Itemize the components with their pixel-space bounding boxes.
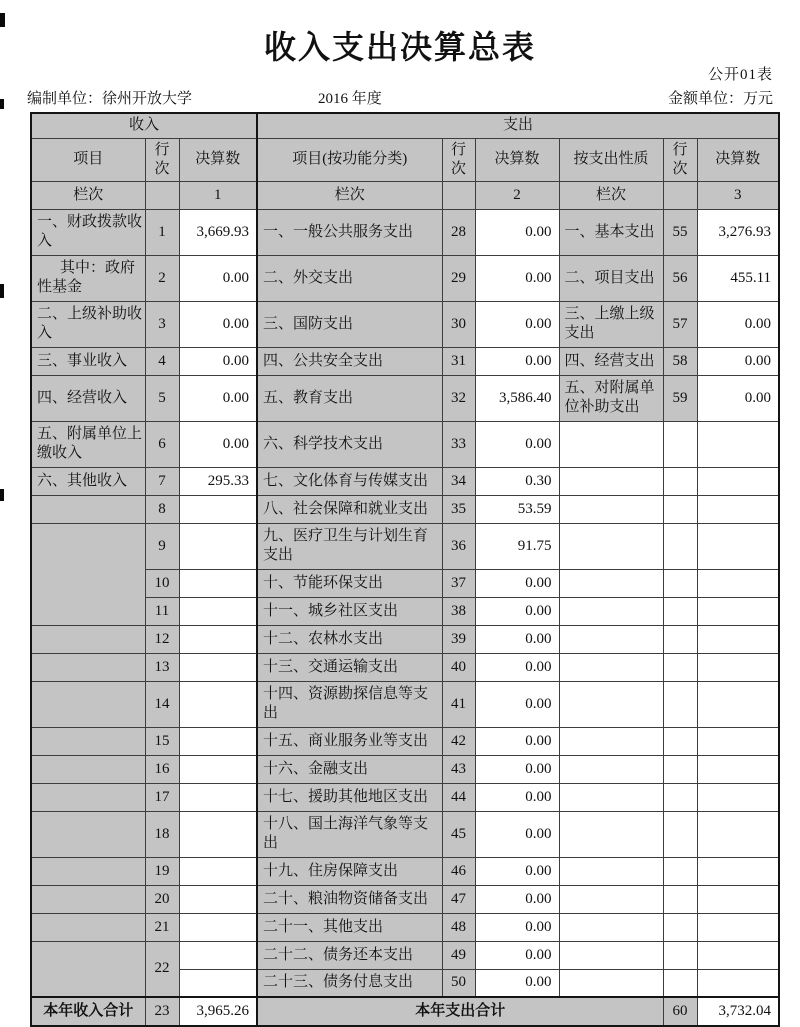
nature-item-cell <box>559 495 663 523</box>
nature-item-cell <box>559 681 663 727</box>
income-value-cell: 295.33 <box>179 467 257 495</box>
func-item-cell: 六、科学技术支出 <box>257 421 442 467</box>
expense-section-header: 支出 <box>257 113 779 138</box>
nature-line-cell <box>663 597 697 625</box>
func-item-cell: 二十二、债务还本支出 <box>257 941 442 969</box>
income-line-cell: 17 <box>145 783 179 811</box>
table-row <box>31 727 779 755</box>
income-line-cell: 13 <box>145 653 179 681</box>
prepared-by-label: 编制单位：徐州开放大学 <box>27 91 193 107</box>
income-line-cell: 11 <box>145 597 179 625</box>
income-line-cell: 20 <box>145 885 179 913</box>
func-item-cell: 五、教育支出 <box>257 375 442 421</box>
func-value-cell: 91.75 <box>475 523 559 569</box>
income-item-cell <box>31 913 145 941</box>
func-item-cell: 一、一般公共服务支出 <box>257 209 442 255</box>
income-value-cell <box>179 625 257 653</box>
table-row <box>31 811 779 857</box>
nature-line-cell: 56 <box>663 255 697 301</box>
table-row <box>31 941 779 969</box>
func-item-cell: 二十三、债务付息支出 <box>257 969 442 997</box>
table-row <box>31 681 779 727</box>
nature-line-cell <box>663 783 697 811</box>
income-line-cell: 18 <box>145 811 179 857</box>
func-item-cell: 二十、粮油物资储备支出 <box>257 885 442 913</box>
col-header-func-item: 项目(按功能分类) <box>257 138 442 181</box>
nature-line-cell <box>663 625 697 653</box>
income-line-cell: 16 <box>145 755 179 783</box>
income-item-cell: 二、上级补助收入 <box>31 301 145 347</box>
table-row <box>31 857 779 885</box>
nature-item-cell <box>559 885 663 913</box>
nature-item-cell <box>559 727 663 755</box>
scan-artifact <box>0 489 4 501</box>
income-line-cell: 9 <box>145 523 179 569</box>
func-line-cell: 49 <box>442 941 475 969</box>
income-total-label: 本年收入合计 <box>31 997 145 1026</box>
func-value-cell: 0.00 <box>475 727 559 755</box>
income-item-cell: 其中：政府性基金 <box>31 255 145 301</box>
nature-line-cell: 59 <box>663 375 697 421</box>
nature-item-cell: 五、对附属单位补助支出 <box>559 375 663 421</box>
func-line-cell: 30 <box>442 301 475 347</box>
income-value-cell: 0.00 <box>179 301 257 347</box>
income-value-cell <box>179 969 257 997</box>
nature-line-cell <box>663 811 697 857</box>
section-header-row <box>31 113 779 138</box>
income-item-cell <box>31 885 145 913</box>
table-row <box>31 375 779 421</box>
income-line-cell: 1 <box>145 209 179 255</box>
table-row <box>31 653 779 681</box>
func-item-cell: 八、社会保障和就业支出 <box>257 495 442 523</box>
func-value-cell: 0.00 <box>475 653 559 681</box>
func-item-cell: 十、节能环保支出 <box>257 569 442 597</box>
func-item-cell: 十九、住房保障支出 <box>257 857 442 885</box>
nature-item-cell <box>559 569 663 597</box>
nature-line-cell <box>663 969 697 997</box>
func-line-cell: 50 <box>442 969 475 997</box>
income-item-cell <box>31 755 145 783</box>
income-total-line: 23 <box>145 997 179 1026</box>
func-value-cell: 0.00 <box>475 969 559 997</box>
lanci-income-line <box>145 181 179 209</box>
page-title: 收入支出决算总表 <box>263 29 536 65</box>
income-value-cell: 0.00 <box>179 347 257 375</box>
func-line-cell: 47 <box>442 885 475 913</box>
func-value-cell: 0.00 <box>475 681 559 727</box>
income-line-cell: 6 <box>145 421 179 467</box>
table-row <box>31 255 779 301</box>
func-value-cell: 0.30 <box>475 467 559 495</box>
func-line-cell: 46 <box>442 857 475 885</box>
func-line-cell: 39 <box>442 625 475 653</box>
table-row <box>31 467 779 495</box>
func-item-cell: 十一、城乡社区支出 <box>257 597 442 625</box>
func-line-cell: 37 <box>442 569 475 597</box>
nature-value-cell: 455.11 <box>697 255 779 301</box>
func-line-cell: 36 <box>442 523 475 569</box>
income-total-value: 3,965.26 <box>179 997 257 1026</box>
nature-value-cell: 0.00 <box>697 301 779 347</box>
func-value-cell: 0.00 <box>475 941 559 969</box>
func-value-cell: 0.00 <box>475 885 559 913</box>
expense-total-line: 60 <box>663 997 697 1026</box>
func-item-cell: 二、外交支出 <box>257 255 442 301</box>
table-row <box>31 523 779 569</box>
func-line-cell: 44 <box>442 783 475 811</box>
func-line-cell: 29 <box>442 255 475 301</box>
func-item-cell: 十四、资源勘探信息等支出 <box>257 681 442 727</box>
func-line-cell: 33 <box>442 421 475 467</box>
income-line-cell: 5 <box>145 375 179 421</box>
column-index-row <box>31 181 779 209</box>
scan-artifact <box>0 99 4 109</box>
col-header-func-line: 行次 <box>442 138 475 181</box>
income-value-cell: 3,669.93 <box>179 209 257 255</box>
income-line-cell: 4 <box>145 347 179 375</box>
income-value-cell <box>179 569 257 597</box>
income-item-cell <box>31 783 145 811</box>
income-value-cell: 0.00 <box>179 375 257 421</box>
table-row <box>31 885 779 913</box>
table-row <box>31 347 779 375</box>
income-value-cell <box>179 811 257 857</box>
func-value-cell: 0.00 <box>475 783 559 811</box>
nature-line-cell <box>663 913 697 941</box>
func-line-cell: 38 <box>442 597 475 625</box>
income-value-cell: 0.00 <box>179 255 257 301</box>
nature-line-cell <box>663 421 697 467</box>
func-item-cell: 九、医疗卫生与计划生育支出 <box>257 523 442 569</box>
nature-value-cell <box>697 597 779 625</box>
table-row <box>31 913 779 941</box>
func-value-cell: 0.00 <box>475 209 559 255</box>
nature-value-cell <box>697 857 779 885</box>
func-line-cell: 43 <box>442 755 475 783</box>
nature-line-cell: 55 <box>663 209 697 255</box>
income-value-cell <box>179 941 257 969</box>
income-line-cell: 2 <box>145 255 179 301</box>
income-value-cell <box>179 495 257 523</box>
nature-line-cell <box>663 653 697 681</box>
nature-item-cell: 一、基本支出 <box>559 209 663 255</box>
income-item-cell <box>31 523 145 625</box>
col-header-func-value: 决算数 <box>475 138 559 181</box>
lanci-income-label: 栏次 <box>31 181 145 209</box>
nature-item-cell <box>559 597 663 625</box>
income-value-cell <box>179 727 257 755</box>
func-line-cell: 32 <box>442 375 475 421</box>
nature-line-cell <box>663 681 697 727</box>
nature-value-cell <box>697 523 779 569</box>
nature-value-cell <box>697 969 779 997</box>
func-item-cell: 三、国防支出 <box>257 301 442 347</box>
lanci-func-line <box>442 181 475 209</box>
nature-item-cell <box>559 941 663 969</box>
func-item-cell: 十六、金融支出 <box>257 755 442 783</box>
nature-value-cell: 3,276.93 <box>697 209 779 255</box>
nature-item-cell <box>559 653 663 681</box>
income-item-cell <box>31 941 145 997</box>
income-line-cell: 10 <box>145 569 179 597</box>
func-value-cell: 0.00 <box>475 755 559 783</box>
func-item-cell: 十七、援助其他地区支出 <box>257 783 442 811</box>
income-line-cell: 3 <box>145 301 179 347</box>
nature-value-cell <box>697 885 779 913</box>
income-value-cell <box>179 783 257 811</box>
func-item-cell: 十三、交通运输支出 <box>257 653 442 681</box>
income-item-cell: 一、财政拨款收入 <box>31 209 145 255</box>
func-line-cell: 41 <box>442 681 475 727</box>
income-section-header: 收入 <box>31 113 257 138</box>
nature-value-cell <box>697 421 779 467</box>
income-item-cell: 五、附属单位上缴收入 <box>31 421 145 467</box>
nature-value-cell <box>697 569 779 597</box>
func-value-cell: 0.00 <box>475 301 559 347</box>
nature-line-cell: 57 <box>663 301 697 347</box>
nature-value-cell <box>697 811 779 857</box>
lanci-nature-col: 3 <box>697 181 779 209</box>
nature-item-cell <box>559 523 663 569</box>
func-item-cell: 七、文化体育与传媒支出 <box>257 467 442 495</box>
col-header-nature-value: 决算数 <box>697 138 779 181</box>
func-value-cell: 53.59 <box>475 495 559 523</box>
func-item-cell: 十五、商业服务业等支出 <box>257 727 442 755</box>
nature-item-cell: 三、上缴上级支出 <box>559 301 663 347</box>
nature-line-cell <box>663 523 697 569</box>
table-row <box>31 755 779 783</box>
nature-item-cell <box>559 969 663 997</box>
func-item-cell: 二十一、其他支出 <box>257 913 442 941</box>
nature-item-cell <box>559 783 663 811</box>
func-value-cell: 0.00 <box>475 625 559 653</box>
income-line-cell: 21 <box>145 913 179 941</box>
func-value-cell: 0.00 <box>475 597 559 625</box>
nature-value-cell <box>697 913 779 941</box>
income-line-cell: 12 <box>145 625 179 653</box>
income-value-cell: 0.00 <box>179 421 257 467</box>
nature-item-cell <box>559 421 663 467</box>
table-row <box>31 209 779 255</box>
lanci-nature-line <box>663 181 697 209</box>
income-value-cell <box>179 681 257 727</box>
income-item-cell <box>31 811 145 857</box>
nature-value-cell <box>697 727 779 755</box>
nature-value-cell <box>697 467 779 495</box>
expense-total-label: 本年支出合计 <box>257 997 663 1026</box>
income-item-cell <box>31 653 145 681</box>
lanci-income-col: 1 <box>179 181 257 209</box>
income-line-cell: 8 <box>145 495 179 523</box>
func-value-cell: 3,586.40 <box>475 375 559 421</box>
fiscal-year-label: 2016 年度 <box>318 91 382 107</box>
nature-line-cell <box>663 569 697 597</box>
func-line-cell: 35 <box>442 495 475 523</box>
income-item-cell: 三、事业收入 <box>31 347 145 375</box>
income-value-cell <box>179 653 257 681</box>
lanci-func-label: 栏次 <box>257 181 442 209</box>
table-row <box>31 783 779 811</box>
nature-line-cell <box>663 727 697 755</box>
nature-value-cell <box>697 495 779 523</box>
expense-total-value: 3,732.04 <box>697 997 779 1026</box>
nature-item-cell: 二、项目支出 <box>559 255 663 301</box>
doc-number: 公开01表 <box>707 67 773 83</box>
func-line-cell: 48 <box>442 913 475 941</box>
nature-item-cell <box>559 913 663 941</box>
nature-item-cell: 四、经营支出 <box>559 347 663 375</box>
func-value-cell: 0.00 <box>475 857 559 885</box>
nature-value-cell <box>697 783 779 811</box>
func-item-cell: 十八、国土海洋气象等支出 <box>257 811 442 857</box>
income-value-cell <box>179 857 257 885</box>
col-header-income-line: 行次 <box>145 138 179 181</box>
income-item-cell <box>31 625 145 653</box>
income-item-cell <box>31 727 145 755</box>
func-line-cell: 28 <box>442 209 475 255</box>
income-value-cell <box>179 913 257 941</box>
income-line-cell: 15 <box>145 727 179 755</box>
column-header-row <box>31 138 779 181</box>
col-header-income-value: 决算数 <box>179 138 257 181</box>
nature-value-cell: 0.00 <box>697 347 779 375</box>
totals-row <box>31 997 779 1026</box>
income-value-cell <box>179 597 257 625</box>
income-line-cell: 7 <box>145 467 179 495</box>
func-value-cell: 0.00 <box>475 913 559 941</box>
nature-line-cell <box>663 755 697 783</box>
func-line-cell: 31 <box>442 347 475 375</box>
currency-unit-label: 金额单位：万元 <box>667 91 773 107</box>
table-row <box>31 421 779 467</box>
nature-line-cell <box>663 857 697 885</box>
col-header-nature-item: 按支出性质 <box>559 138 663 181</box>
func-value-cell: 0.00 <box>475 569 559 597</box>
nature-item-cell <box>559 625 663 653</box>
nature-value-cell <box>697 653 779 681</box>
income-item-cell: 四、经营收入 <box>31 375 145 421</box>
income-line-cell: 19 <box>145 857 179 885</box>
income-value-cell <box>179 755 257 783</box>
func-line-cell: 42 <box>442 727 475 755</box>
table-row <box>31 495 779 523</box>
nature-value-cell <box>697 681 779 727</box>
income-item-cell: 六、其他收入 <box>31 467 145 495</box>
lanci-nature-label: 栏次 <box>559 181 663 209</box>
scan-artifact <box>0 284 4 298</box>
nature-line-cell <box>663 495 697 523</box>
income-item-cell <box>31 681 145 727</box>
func-value-cell: 0.00 <box>475 811 559 857</box>
nature-line-cell <box>663 941 697 969</box>
func-value-cell: 0.00 <box>475 255 559 301</box>
nature-value-cell: 0.00 <box>697 375 779 421</box>
lanci-func-col: 2 <box>475 181 559 209</box>
nature-value-cell <box>697 625 779 653</box>
func-line-cell: 40 <box>442 653 475 681</box>
table-row <box>31 625 779 653</box>
nature-item-cell <box>559 467 663 495</box>
func-line-cell: 45 <box>442 811 475 857</box>
func-item-cell: 四、公共安全支出 <box>257 347 442 375</box>
col-header-nature-line: 行次 <box>663 138 697 181</box>
func-line-cell: 34 <box>442 467 475 495</box>
income-line-cell: 14 <box>145 681 179 727</box>
nature-item-cell <box>559 811 663 857</box>
func-value-cell: 0.00 <box>475 421 559 467</box>
income-value-cell <box>179 885 257 913</box>
func-value-cell: 0.00 <box>475 347 559 375</box>
nature-item-cell <box>559 755 663 783</box>
nature-value-cell <box>697 941 779 969</box>
table-row <box>31 301 779 347</box>
final-accounts-table <box>30 112 780 1027</box>
nature-value-cell <box>697 755 779 783</box>
nature-item-cell <box>559 857 663 885</box>
income-item-cell <box>31 495 145 523</box>
income-item-cell <box>31 857 145 885</box>
nature-line-cell <box>663 467 697 495</box>
nature-line-cell: 58 <box>663 347 697 375</box>
income-value-cell <box>179 523 257 569</box>
func-item-cell: 十二、农林水支出 <box>257 625 442 653</box>
nature-line-cell <box>663 885 697 913</box>
col-header-income-item: 项目 <box>31 138 145 181</box>
income-line-cell: 22 <box>145 941 179 997</box>
